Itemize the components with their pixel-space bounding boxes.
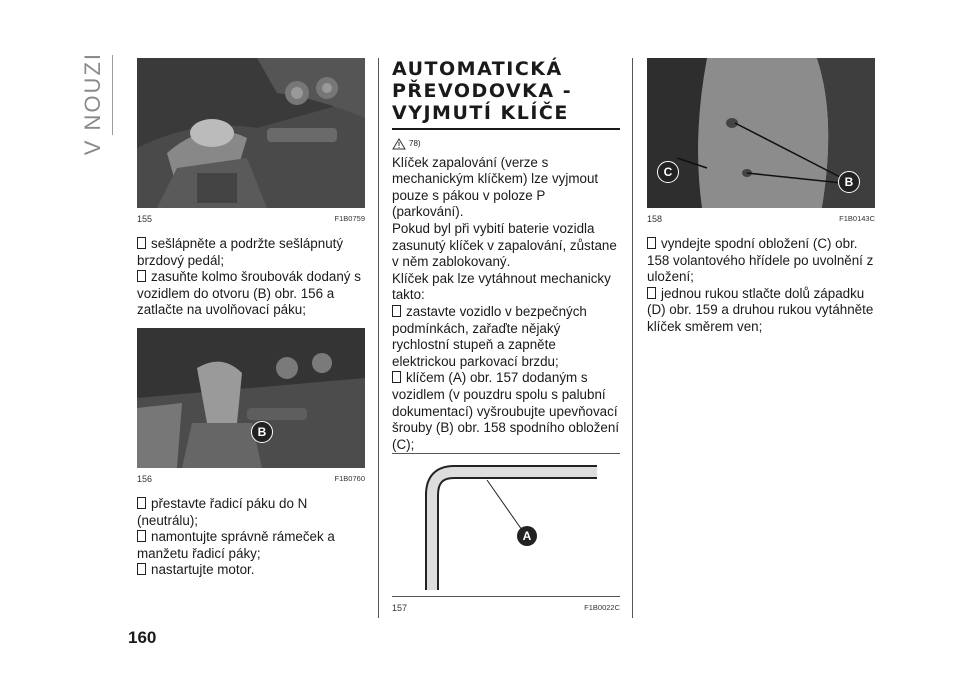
column-divider-1 [378,58,379,618]
warning-triangle-icon [392,138,406,150]
label-a-badge: A [517,526,537,546]
list-item: sešlápněte a podržte sešlápnutý brzdový pedál; [137,236,344,268]
paragraph: Klíček pak lze vytáhnout mechanicky takto: [392,270,611,303]
figure-155-image [137,58,365,208]
column-3 [647,58,875,336]
list-item: zasuňte kolmo šroubovák dodaný s vozidlem do otvoru (B) obr. 156 a zatlačte na uvolňovací páku; [137,269,361,318]
column-2 [392,58,620,613]
figure-156-caption [137,468,365,484]
checkbox-bullet-icon [647,290,656,299]
figure-155-number: 155 [137,214,153,224]
column-1 [137,58,365,579]
label-c-badge: C [657,161,679,183]
figure-155-code: F1B0759 [334,214,365,223]
paragraph: Klíček zapalování (verze s mechanickým klíčkem) lze vyjmout pouze s pákou v poloze P (parkování). [392,154,599,220]
figure-156-number: 156 [137,473,153,484]
checkbox-bullet-icon [647,240,656,249]
column-divider-2 [632,58,633,618]
list-item: zastavte vozidlo v bezpečných podmínkách, zařaďte nějaký rychlostní stupeň a zapněte elektrickou parkovací brzdu; [392,303,587,369]
figure-157-image [392,460,620,596]
checkbox-bullet-icon [392,374,401,383]
section-heading: AUTOMATICKÁ PŘEVODOVKA - VYJMUTÍ KLÍČE [392,58,620,130]
checkbox-bullet-icon [137,533,146,542]
figure-156-code: F1B0760 [334,473,365,483]
figure-158-image [647,58,875,208]
checkbox-bullet-icon [392,308,401,317]
figure-157-number: 157 [392,603,408,614]
list-item: nastartujte motor. [137,562,365,579]
checkbox-bullet-icon [137,566,146,575]
section-tab-rule [112,55,113,135]
checkbox-bullet-icon [137,273,146,282]
list-item: klíčem (A) obr. 157 dodaným s vozidlem (v pouzdru spolu s palubní dokumentací) vyšroubujte upevňovací šrouby (B) obr. 158 spodního obložení (C); [392,370,620,452]
list-item: vyndejte spodní obložení (C) obr. 158 volantového hřídele po uvolnění z uložení; [647,236,874,285]
figure-157-code: F1B0022C [584,603,620,613]
figure-158-code: F1B0143C [839,214,875,223]
label-b-badge: B [251,421,273,443]
figure-157-caption [392,597,620,613]
checkbox-bullet-icon [137,500,146,509]
page-number: 160 [128,628,157,647]
label-b-badge: B [838,171,860,193]
checkbox-bullet-icon [137,240,146,249]
figure-155-caption [137,208,365,224]
section-tab: V NOUZI [80,52,105,156]
list-item: jednou rukou stlačte dolů západku (D) obr. 159 a druhou rukou vytáhněte klíček směrem ven; [647,285,874,334]
list-item: namontujte správně rámeček a manžetu řadicí páky; [137,529,335,561]
list-item: přestavte řadicí páku do N (neutrálu); [137,495,308,528]
warning-reference: 78) [392,136,620,153]
figure-158-number: 158 [647,214,663,224]
paragraph: Pokud byl při vybití baterie vozidla zasunutý klíček v zapalování, zůstane v něm zablokovaný. [392,220,617,270]
figure-158-caption [647,208,875,224]
figure-156-image [137,328,365,468]
